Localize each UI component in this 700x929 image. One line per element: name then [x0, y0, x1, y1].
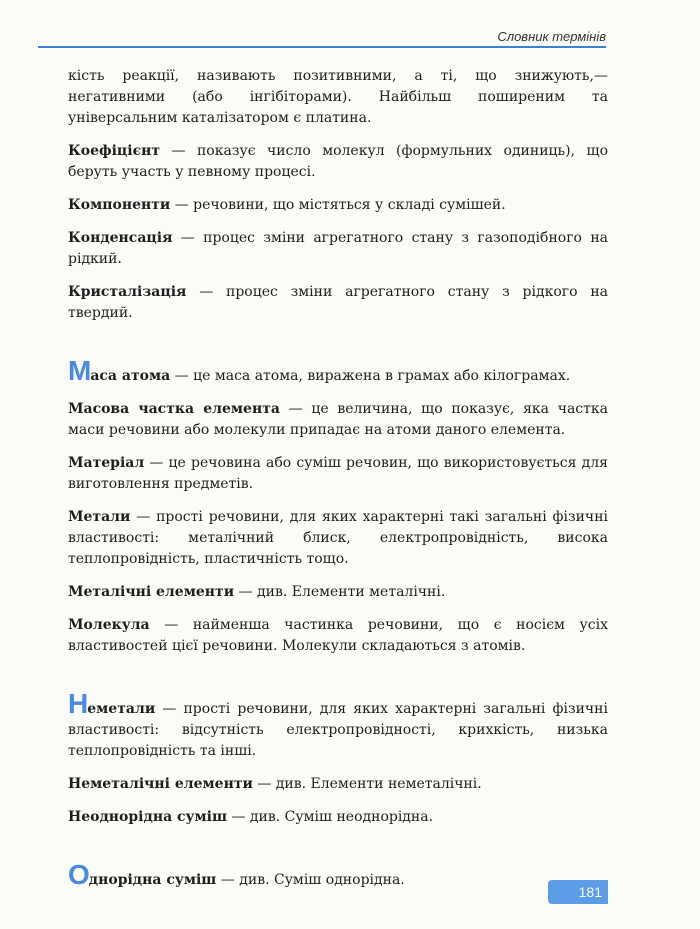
entry-term: Неоднорідна суміш	[68, 809, 228, 825]
entry-definition: — див. Суміш неоднорідна.	[227, 809, 434, 825]
entry-term: Компоненти	[68, 197, 171, 213]
glossary-entry-komponenty	[68, 195, 608, 216]
entry-definition: — показує число молекул (формульних одиниць), що беруть участь у певному процесі.	[68, 143, 608, 180]
glossary-entry-nemetaly	[68, 688, 608, 762]
entry-term: Коефіцієнт	[68, 143, 161, 159]
entry-definition: — найменша частинка речовини, що є носієм усіх властивостей цієї речовини. Молекули складаються з атомів.	[68, 617, 608, 654]
glossary-entry-odnoridna-sumish	[68, 859, 608, 891]
page-number-badge: 181	[548, 880, 608, 904]
glossary-content	[68, 66, 608, 891]
glossary-entry-neodnoridna-sumish	[68, 807, 608, 828]
glossary-entry-molekula	[68, 615, 608, 657]
entry-term: Неметалічні елементи	[68, 776, 253, 792]
section-initial-letter: М	[68, 355, 91, 386]
glossary-entry-masa-atoma	[68, 355, 608, 387]
entry-definition: — речовини, що містяться у складі сумішей.	[170, 197, 506, 213]
running-header-title: Словник термінів	[497, 29, 606, 44]
entry-term: Кристалізація	[68, 284, 187, 300]
entry-definition: — це маса атома, виражена в грамах або кілограмах.	[170, 368, 571, 384]
entry-definition: — прості речовини, для яких характерні такі загальні фізичні властивості: металічний блиск, електропровідність, висока теплопровідність, пластичність тощо.	[68, 509, 608, 567]
entry-term: аса атома	[90, 368, 171, 384]
entry-term: Масова частка елемента	[68, 401, 280, 417]
entry-term: еметали	[87, 701, 156, 717]
entry-term: Конденсація	[68, 230, 173, 246]
glossary-entry-krystalizatsiia	[68, 282, 608, 324]
header-divider	[38, 46, 606, 48]
entry-definition: — див. Елементи неметалічні.	[252, 776, 482, 792]
entry-definition: — див. Суміш однорідна.	[216, 872, 405, 888]
glossary-entry-kondensatsiia	[68, 228, 608, 270]
glossary-entry-nemetalichni-elementy	[68, 774, 608, 795]
entry-term: днорідна суміш	[88, 872, 217, 888]
entry-definition: — процес зміни агрегатного стану з газоподібного на рідкий.	[68, 230, 608, 267]
glossary-entry-metaly	[68, 507, 608, 570]
section-initial-letter: Н	[68, 688, 88, 719]
entry-term: Метали	[68, 509, 131, 525]
section-initial-letter: О	[68, 859, 89, 890]
glossary-entry-metalichni-elementy	[68, 582, 608, 603]
entry-definition: — прості речовини, для яких характерні загальні фізичні властивості: відсутність електропровідності, крихкість, низька теплопровідність та інші.	[68, 701, 608, 759]
glossary-entry-koefitsient	[68, 141, 608, 183]
entry-definition: — це величина, що показує, яка частка маси речовини або молекули припадає на атоми даного елемента.	[68, 401, 608, 438]
entry-definition: — див. Елементи металічні.	[234, 584, 446, 600]
entry-term: Матеріал	[68, 455, 145, 471]
entry-definition: — процес зміни агрегатного стану з рідкого на твердий.	[68, 284, 608, 321]
glossary-entry-material	[68, 453, 608, 495]
glossary-entry-continuation	[68, 66, 608, 129]
entry-term: Металічні елементи	[68, 584, 235, 600]
glossary-entry-masova-chastka	[68, 399, 608, 441]
entry-definition: — це речовина або суміш речовин, що використовується для виготовлення предметів.	[68, 455, 608, 492]
entry-term: Молекула	[68, 617, 150, 633]
entry-text: кість реакції, називають позитивними, а ті, що знижують,— негативними (або інгібіторами). Найбільш поширеним та універсальним каталізатором є платина.	[68, 68, 608, 126]
